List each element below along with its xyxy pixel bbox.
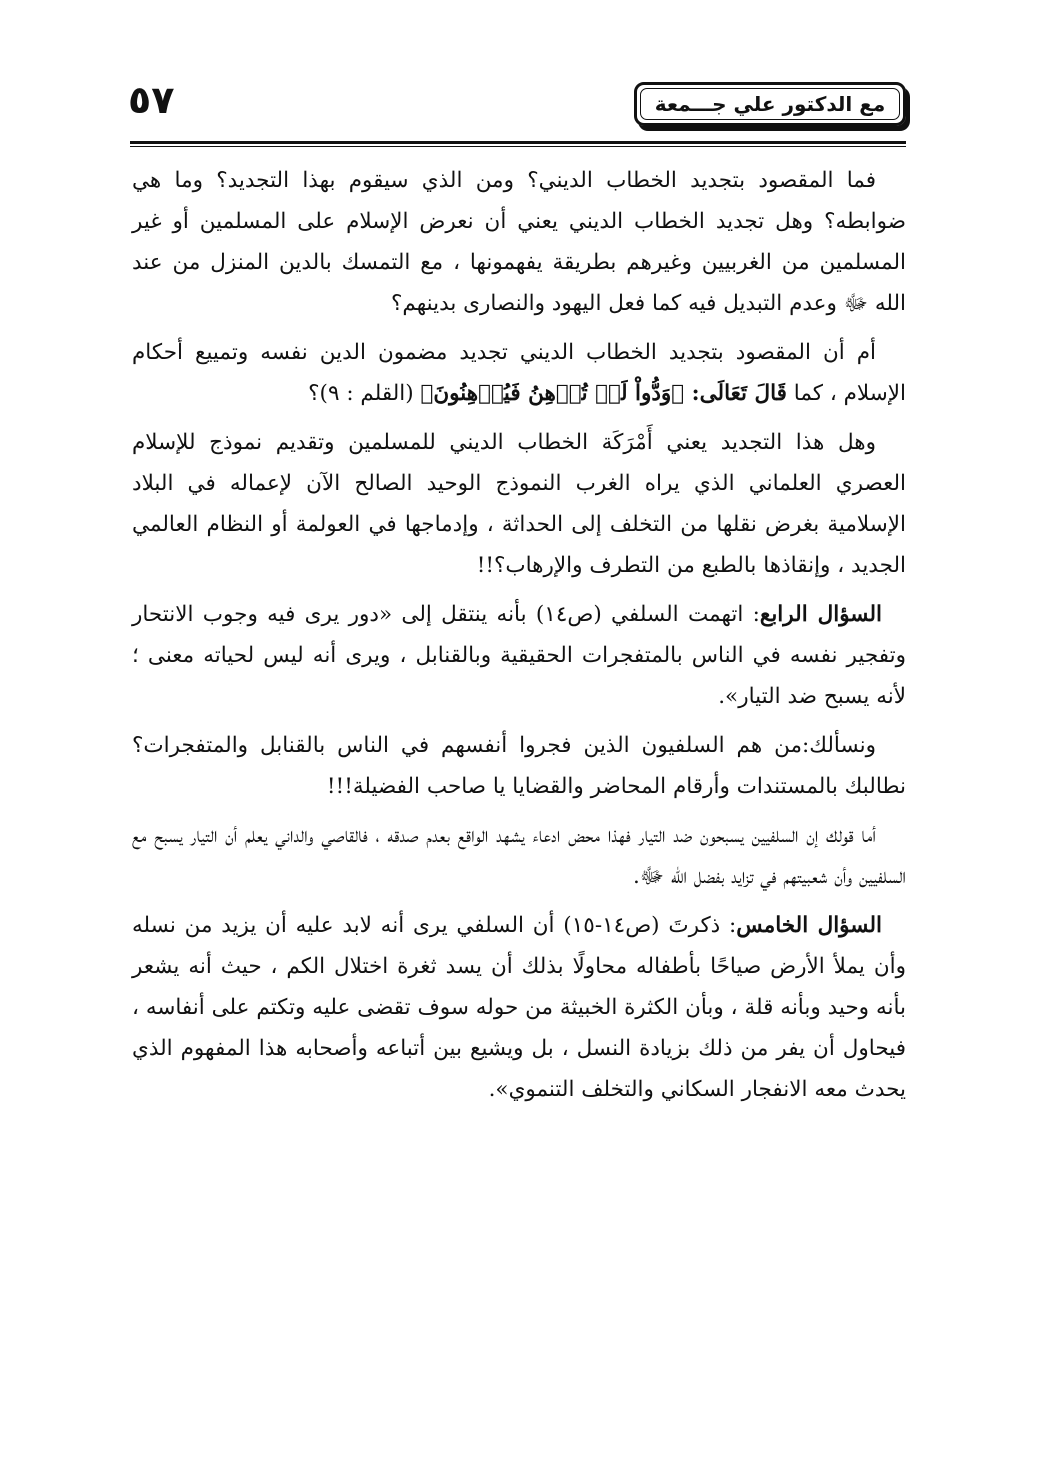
question-4-label: السؤال الرابع: [759, 602, 883, 627]
paragraph-2: [132, 332, 906, 414]
question-5-text: : ذكرتَ (ص١٤-١٥) أن السلفي يرى أنه لابد عليه أن يزيد من نسله وأن يملأ الأرض صياحًا بأطفاله محاولًا بذلك أن يسد ثغرة اختلال الكم ، حيث أنه يشعر بأنه وحيد وبأنه قلة ، وبأن الكثرة الخبيثة من حوله سوف تقضى عليه وتكتم على أنفاسه ، فيحاول أن يفر من ذلك بزيادة النسل ، بل ويشيع بين أتباعه وأصحابه هذا المفهوم الذي يحدث معه الانفجار السكاني والتخلف التنموي».: [132, 913, 906, 1102]
header-rule-thin: [130, 146, 906, 147]
paragraph-1: فما المقصود بتجديد الخطاب الديني؟ ومن الذي سيقوم بهذا التجديد؟ وما هي ضوابطه؟ وهل تجديد الخطاب الديني يعني أن نعرض الإسلام على المسلمين أو غير المسلمين من الغربيين وغيرهم بطريقة يفهمونها ، مع التمسك بالدين المنزل من عند الله ﷻ وعدم التبديل فيه كما فعل اليهود والنصارى بدينهم؟: [132, 168, 906, 316]
question-4-text: : اتهمت السلفي (ص١٤) بأنه ينتقل إلى «دور يرى فيه وجوب الانتحار وتفجير نفسه في الناس بالمتفجرات الحقيقية وبالقنابل ، ويرى أنه ليس لحياته معنى ؛ لأنه يسبح ضد التيار».: [132, 602, 906, 709]
page-number: ٥٧: [128, 78, 175, 122]
paragraph-3: وهل هذا التجديد يعني أَمْرَكَة الخطاب الديني للمسلمين وتقديم نموذج للإسلام العصري العلماني الذي يراه الغرب النموذج الوحيد الصالح الآن لإعماله في البلاد الإسلامية بغرض نقلها من التخلف إلى الحداثة ، وإدماجها في العولمة أو النظام العالمي الجديد ، وإنقاذها بالطبع من التطرف والإرهاب؟!!: [132, 430, 906, 578]
paragraph-question-4: [132, 594, 906, 717]
running-header-box: [634, 82, 906, 126]
question-5-label: السؤال الخامس: [736, 913, 882, 938]
paragraph-2-lead: أم أن المقصود بتجديد الخطاب الديني تجديد مضمون الدين نفسه وتمييع أحكام الإسلام ، كما: [132, 340, 906, 406]
running-header-title: مع الدكتور علي جـــمعة: [654, 92, 886, 116]
quran-citation: (القلم : ٩)؟: [308, 381, 421, 406]
quran-quote: قَالَ تَعَالَى: ﴿وَدُّواْ لَوۡ تُدۡهِنُ فَيُدۡهِنُونَ﴾: [420, 381, 787, 406]
header-rule-thick: [130, 141, 906, 144]
paragraph-5: ونسألك:من هم السلفيون الذين فجروا أنفسهم في الناس بالقنابل والمتفجرات؟ نطالبك بالمستندات وأرقام المحاضر والقضايا يا صاحب الفضيلة!!!: [132, 733, 906, 799]
paragraph-question-5: [132, 905, 906, 1110]
page-body: [132, 160, 906, 1118]
paragraph-6: أما قولك إن السلفيين يسبحون ضد التيار فهذا محض ادعاء يشهد الواقع بعدم صدقه ، فالقاصي والداني يعلم أن التيار يسبح مع السلفيين وأن شعبيتهم في تزايد بفضل الله ﷻ.: [132, 823, 906, 889]
